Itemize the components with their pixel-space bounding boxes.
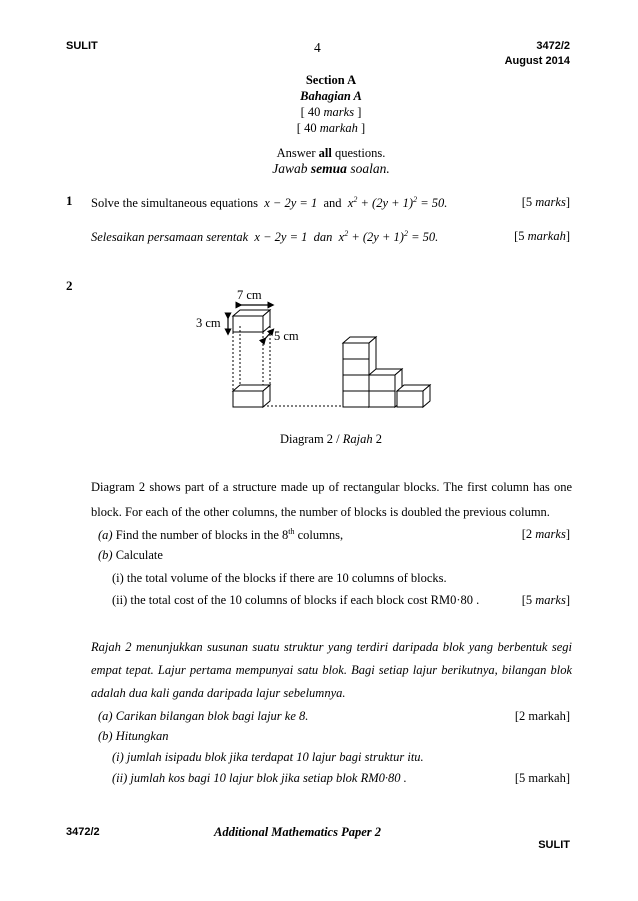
page-number: 4: [314, 40, 321, 55]
question-2b-en: (b) Calculate: [98, 548, 163, 562]
question-2-para-en-line-2: block. For each of the other columns, the number of blocks is doubled the previous column.: [91, 505, 550, 519]
question-2-para-en-line-1: Diagram 2 shows part of a structure made up of rectangular blocks. The first column has one: [91, 480, 572, 494]
equation-2: $x^2 + (2y + 1)^2 = 50$.: [347, 195, 448, 211]
question-2a-ms: (a) Carikan bilangan blok bagi lajur ke 8.: [98, 709, 309, 723]
question-2-para-ms-line-3: adalah dua kali ganda daripada lajur sebelumnya.: [91, 686, 346, 700]
equation-1: x − 2y = 1: [264, 196, 318, 211]
height-label: 3 cm: [196, 316, 221, 330]
question-2b-marks: [5 marks]: [521, 593, 570, 607]
depth-label: 5 cm: [274, 329, 299, 343]
question-1-marks-en: [5 marks]: [521, 195, 570, 209]
depth-arrow: [264, 331, 272, 340]
footer-confidential: SULIT: [538, 839, 570, 851]
question-2b-ms: (b) Hitungkan: [98, 729, 169, 743]
question-2-number: 2: [66, 278, 73, 293]
question-2b-ii-en: (ii) the total cost of the 10 columns of blocks if each block cost RM0·80 .: [112, 593, 480, 607]
question-2a-en: (a) Find the number of blocks in the 8th columns,: [98, 527, 344, 543]
question-2-para-ms-line-1: Rajah 2 menunjukkan susunan suatu struktur yang terdiri daripada blok yang berbentuk segi: [91, 640, 572, 654]
footer-subject: Additional Mathematics Paper 2: [214, 825, 382, 839]
section-marks-ms: [ 40 markah ]: [296, 121, 366, 135]
question-1-marks-ms: [5 markah]: [514, 229, 570, 243]
question-2b-i-en: (i) the total volume of the blocks if there are 10 columns of blocks.: [112, 571, 447, 585]
question-2b-ii-ms: (ii) jumlah kos bagi 10 lajur blok jika setiap blok RM0·80 .: [112, 771, 407, 785]
header-paper-code: 3472/2: [536, 40, 570, 52]
question-2a-marks: [2 marks]: [521, 527, 570, 541]
question-2a-ms-marks: [2 markah]: [514, 709, 570, 723]
question-2b-i-ms: (i) jumlah isipadu blok jika terdapat 10 lajur bagi struktur itu.: [112, 750, 424, 764]
section-title-ms: Bahagian A: [300, 89, 362, 103]
column-1-block: [233, 385, 270, 407]
header-confidential: SULIT: [66, 40, 98, 52]
question-2-para-ms-line-2: empat tepat. Lajur pertama mempunyai satu blok. Bagi setiap lajur berikutnya, bilangan blok: [91, 663, 572, 677]
question-2b-ms-marks: [5 markah]: [514, 771, 570, 785]
section-marks-en: [ 40 marks ]: [300, 105, 362, 119]
labelled-block: [233, 310, 270, 332]
block-structure-diagram: [0, 0, 638, 450]
header-date: August 2014: [504, 55, 570, 67]
instruction-en: Answer all questions.: [276, 146, 386, 160]
width-label: 7 cm: [237, 288, 262, 302]
diagram-caption: Diagram 2 / Rajah 2: [279, 432, 383, 446]
question-1-number: 1: [66, 193, 73, 208]
column-4-block: [397, 385, 430, 407]
footer-paper-code: 3472/2: [66, 826, 100, 838]
section-title: Section A: [305, 73, 357, 87]
question-1-text-en: Solve the simultaneous equations x − 2y = 1 and $x^2 + (2y + 1)^2 = 50$.: [91, 195, 448, 211]
question-1-text-ms: Selesaikan persamaan serentak x − 2y = 1 dan $x^2 + (2y + 1)^2 = 50$.: [91, 229, 439, 245]
instruction-ms: Jawab semua soalan.: [272, 161, 390, 176]
